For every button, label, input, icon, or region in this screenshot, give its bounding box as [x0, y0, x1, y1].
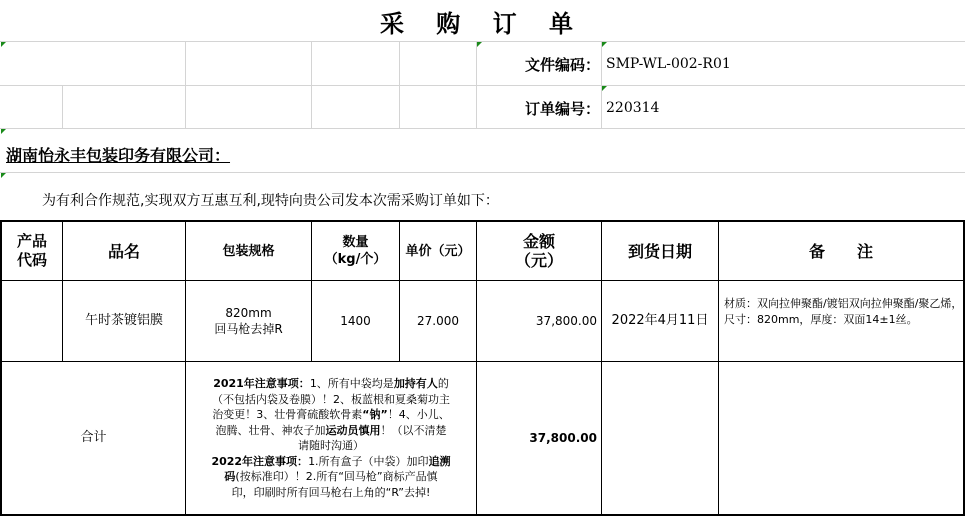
gridline [601, 41, 602, 128]
row-delivery-date: 2022年4月11日 [611, 313, 709, 328]
cell-marker [1, 173, 6, 178]
gridline [476, 41, 477, 128]
row-package-spec: 820mm 回马枪去掉R [214, 306, 283, 336]
cell-marker [1, 129, 6, 134]
order-number-label: 订单编号： [524, 100, 600, 118]
header-quantity: 数量 （kg/个） [324, 235, 387, 267]
order-number-value: 220314 [606, 100, 660, 116]
file-code-value: SMP-WL-002-R01 [606, 56, 731, 72]
row-amount: 37,800.00 [535, 314, 597, 328]
total-label: 合计 [80, 430, 107, 445]
row-unit-price: 27.000 [417, 314, 459, 328]
row-remark: 材质：双向拉伸聚酯/镀铝双向拉伸聚酯/聚乙烯，尺寸：820mm，厚度：双面14±1丝。 [724, 297, 963, 326]
total-notes: 2021年注意事项：1、所有中袋均是加持有人的 （不包括内袋及卷膜）！2、板蓝根和夏桑菊功主 治变更！3、壮骨膏硫酸软骨素“钠”！4、小儿、 泡腾、壮骨、神农子加运动员慎用！（以不清楚 请随时沟通） 2022年注意事项：1.所有盒子（中袋）加印追溯 码(按标准印）！2.所有“回马枪”商标产品慎 印，印刷时所有回马枪右上角的“R”去掉! [211, 377, 451, 499]
gridline [0, 172, 965, 173]
intro-text: 为有利合作规范,实现双方互惠互利,现特向贵公司发本次需采购订单如下： [42, 193, 499, 209]
gridline [0, 128, 965, 129]
gridline [185, 41, 186, 128]
total-amount: 37,800.00 [529, 431, 597, 445]
gridline [0, 85, 965, 86]
document-title: 采 购 订 单 [379, 8, 586, 38]
row-product-name: 午时茶镀铝膜 [84, 313, 163, 328]
row-quantity: 1400 [340, 314, 371, 328]
cell-marker [602, 42, 607, 47]
file-code-label: 文件编码： [524, 56, 600, 74]
header-amount: 金额 （元） [514, 232, 563, 270]
header-delivery-date: 到货日期 [627, 241, 692, 261]
cell-marker [477, 42, 482, 47]
cell-marker [1, 42, 6, 47]
cell-marker [602, 86, 607, 91]
gridline [311, 41, 312, 128]
gridline [62, 85, 63, 128]
header-package-spec: 包装规格 [222, 243, 275, 259]
gridline [399, 41, 400, 128]
header-product-code: 产品 代码 [16, 232, 47, 269]
header-unit-price: 单价（元） [405, 243, 471, 259]
header-product-name: 品名 [107, 241, 140, 261]
row-product-code [2, 281, 62, 361]
supplier-company: 湖南怡永丰包装印务有限公司： [6, 146, 231, 165]
header-remark: 备 注 [808, 241, 873, 261]
